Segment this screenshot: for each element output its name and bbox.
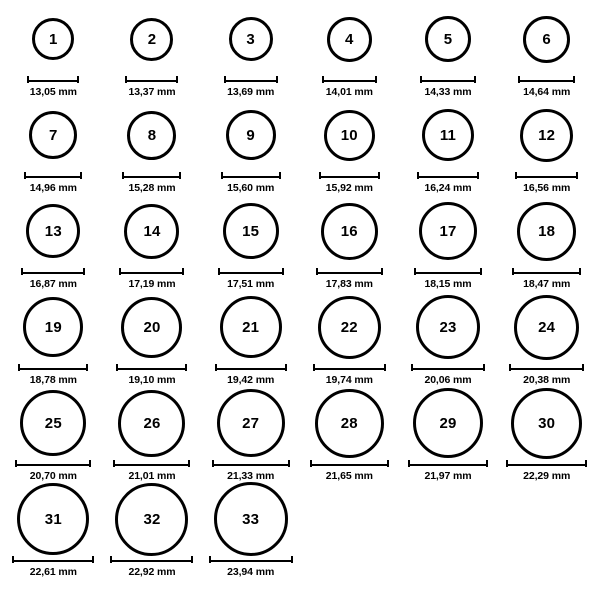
ring-diameter-label: 21,33 mm [227,470,275,482]
ring-circle-wrap [121,296,182,358]
diameter-measure-bar [322,75,377,84]
ring-size-label: 15 [242,222,260,240]
ring-circle-wrap [130,8,173,70]
ring-cell[interactable] [103,200,202,296]
ring-circle-wrap [223,200,279,262]
ring-cell[interactable] [201,8,300,104]
ring-circle [32,18,74,60]
measure-line [24,172,82,179]
ring-size-label: 6 [542,30,551,48]
diameter-measure-bar [414,267,482,276]
ring-size-label: 16 [340,222,358,240]
measure-line [215,364,287,371]
ring-cell[interactable] [300,392,399,488]
ring-size-label: 11 [439,126,457,144]
ring-size-label: 13 [44,222,62,240]
ring-circle [422,109,474,161]
diameter-measure-bar [512,267,581,276]
ring-circle-wrap [115,488,188,550]
ring-diameter-label: 16,24 mm [424,182,472,194]
ring-diameter-label: 18,78 mm [29,374,77,386]
measure-line [125,76,178,83]
ring-circle-wrap [416,296,480,358]
ring-circle [115,483,188,556]
ring-size-label: 24 [538,318,556,336]
ring-diameter-label: 17,51 mm [227,278,275,290]
ring-size-label: 33 [242,510,260,528]
ring-diameter-label: 17,19 mm [128,278,176,290]
ring-diameter-label: 22,92 mm [128,566,176,578]
ring-circle-wrap [419,200,477,262]
ring-size-label: 12 [538,126,556,144]
ring-circle-wrap [327,8,372,70]
diameter-measure-bar [408,459,488,468]
ring-circle [26,204,80,258]
measure-line [512,268,581,275]
ring-diameter-label: 16,87 mm [29,278,77,290]
ring-size-label: 9 [246,126,255,144]
ring-circle [130,18,173,61]
diameter-measure-bar [417,171,479,180]
ring-size-label: 27 [242,414,260,432]
diameter-measure-bar [125,75,178,84]
ring-circle [425,16,471,62]
ring-diameter-label: 23,94 mm [227,566,275,578]
ring-diameter-label: 19,10 mm [128,374,176,386]
ring-circle [511,388,582,459]
ring-circle-wrap [321,200,378,262]
measure-line [224,76,278,83]
measure-line [221,172,281,179]
measure-line [518,76,575,83]
diameter-measure-bar [310,459,389,468]
diameter-measure-bar [420,75,476,84]
measure-line [411,364,485,371]
diameter-measure-bar [12,555,94,564]
ring-cell[interactable] [497,8,596,104]
measure-line [212,460,290,467]
ring-cell[interactable] [399,296,498,392]
diameter-measure-bar [212,459,290,468]
ring-size-label: 8 [147,126,157,144]
ring-circle [17,483,89,555]
ring-circle-wrap [217,392,285,454]
ring-cell[interactable] [497,104,596,200]
diameter-measure-bar [18,363,88,372]
ring-cell[interactable] [399,392,498,488]
ring-circle-wrap [127,104,176,166]
diameter-measure-bar [122,171,181,180]
ring-diameter-label: 17,83 mm [325,278,373,290]
measure-line [420,76,476,83]
ring-size-label: 10 [340,126,358,144]
ring-size-label: 29 [439,414,457,432]
ring-diameter-label: 20,06 mm [424,374,472,386]
ring-size-label: 5 [443,30,453,48]
diameter-measure-bar [116,363,187,372]
ring-size-label: 25 [44,414,62,432]
ring-circle [226,110,276,160]
ring-circle [127,111,176,160]
diameter-measure-bar [224,75,278,84]
ring-diameter-label: 22,29 mm [523,470,571,482]
diameter-measure-bar [15,459,91,468]
diameter-measure-bar [113,459,190,468]
ring-circle [419,202,477,260]
ring-circle-wrap [511,392,582,454]
ring-circle [321,203,378,260]
ring-cell[interactable] [4,200,103,296]
ring-circle-wrap [523,8,570,70]
ring-circle-wrap [29,104,77,166]
ring-circle [416,295,480,359]
ring-size-label: 18 [538,222,556,240]
ring-circle [20,390,86,456]
diameter-measure-bar [319,171,380,180]
ring-cell[interactable] [201,488,300,584]
ring-diameter-label: 21,65 mm [325,470,373,482]
measure-line [322,76,377,83]
ring-diameter-label: 13,05 mm [29,86,77,98]
diameter-measure-bar [506,459,587,468]
ring-cell[interactable] [497,200,596,296]
ring-size-label: 1 [49,30,58,48]
measure-line [15,460,91,467]
ring-cell[interactable] [399,200,498,296]
ring-circle-wrap [520,104,573,166]
diameter-measure-bar [24,171,82,180]
measure-line [116,364,187,371]
ring-circle-wrap [413,392,483,454]
ring-size-label: 22 [340,318,358,336]
ring-diameter-label: 14,01 mm [325,86,373,98]
ring-circle [29,111,77,159]
ring-size-label: 19 [44,318,62,336]
diameter-measure-bar [27,75,79,84]
ring-circle-wrap [124,200,179,262]
ring-circle-wrap [20,392,86,454]
ring-circle-wrap [514,296,579,358]
ring-size-label: 17 [439,222,457,240]
ring-size-label: 20 [143,318,161,336]
diameter-measure-bar [509,363,584,372]
ring-cell[interactable] [103,296,202,392]
ring-circle [118,390,185,457]
ring-diameter-label: 13,37 mm [128,86,176,98]
measure-line [119,268,184,275]
ring-circle [514,295,579,360]
ring-circle-wrap [226,104,276,166]
measure-line [313,364,386,371]
measure-line [12,556,94,563]
ring-cell[interactable] [201,392,300,488]
ring-size-label: 2 [147,30,157,48]
measure-line [506,460,587,467]
ring-size-label: 28 [340,414,358,432]
ring-diameter-label: 19,42 mm [227,374,275,386]
ring-circle [413,388,483,458]
measure-line [218,268,284,275]
ring-diameter-label: 15,28 mm [128,182,176,194]
ring-circle [520,109,573,162]
diameter-measure-bar [221,171,281,180]
ring-cell[interactable] [103,488,202,584]
ring-cell[interactable] [4,8,103,104]
measure-line [509,364,584,371]
ring-circle-wrap [32,8,74,70]
ring-size-label: 30 [538,414,556,432]
ring-size-label: 21 [242,318,260,336]
ring-diameter-label: 22,61 mm [29,566,77,578]
measure-line [18,364,88,371]
measure-line [113,460,190,467]
ring-diameter-label: 21,01 mm [128,470,176,482]
ring-size-label: 4 [345,30,354,48]
ring-diameter-label: 14,33 mm [424,86,472,98]
ring-size-label: 14 [143,222,161,240]
measure-line [417,172,479,179]
measure-line [110,556,193,563]
ring-circle [324,110,375,161]
diameter-measure-bar [209,555,293,564]
ring-circle [517,202,576,261]
ring-cell[interactable] [201,104,300,200]
ring-cell[interactable] [4,392,103,488]
ring-cell[interactable] [497,392,596,488]
measure-line [319,172,380,179]
measure-line [122,172,181,179]
ring-size-label: 23 [439,318,457,336]
ring-diameter-label: 21,97 mm [424,470,472,482]
ring-cell[interactable] [103,392,202,488]
ring-size-label: 26 [143,414,161,432]
ring-cell[interactable] [497,296,596,392]
ring-size-label: 32 [143,510,161,528]
ring-cell[interactable] [201,296,300,392]
measure-line [209,556,293,563]
ring-circle-wrap [220,296,282,358]
ring-cell[interactable] [4,488,103,584]
ring-circle-wrap [23,296,83,358]
ring-circle [217,389,285,457]
ring-size-label: 31 [44,510,62,528]
measure-line [27,76,79,83]
ring-diameter-label: 14,64 mm [523,86,571,98]
ring-diameter-label: 19,74 mm [325,374,373,386]
ring-diameter-label: 14,96 mm [29,182,77,194]
ring-circle-wrap [425,8,471,70]
ring-cell[interactable] [103,104,202,200]
ring-circle-wrap [315,392,384,454]
ring-circle-wrap [324,104,375,166]
ring-circle-wrap [17,488,89,550]
ring-diameter-label: 15,92 mm [325,182,373,194]
diameter-measure-bar [411,363,485,372]
ring-cell[interactable] [300,296,399,392]
ring-circle [523,16,570,63]
ring-circle-wrap [118,392,185,454]
ring-circle-wrap [422,104,474,166]
diameter-measure-bar [518,75,575,84]
measure-line [310,460,389,467]
ring-circle [318,296,381,359]
ring-circle [23,297,83,357]
measure-line [21,268,85,275]
diameter-measure-bar [110,555,193,564]
ring-cell[interactable] [300,8,399,104]
ring-circle-wrap [229,8,273,70]
ring-diameter-label: 15,60 mm [227,182,275,194]
ring-diameter-label: 18,47 mm [523,278,571,290]
ring-circle [121,297,182,358]
measure-line [515,172,578,179]
ring-cell[interactable] [300,104,399,200]
ring-diameter-label: 20,70 mm [29,470,77,482]
ring-cell[interactable] [4,104,103,200]
diameter-measure-bar [215,363,287,372]
diameter-measure-bar [21,267,85,276]
diameter-measure-bar [313,363,386,372]
ring-diameter-label: 13,69 mm [227,86,275,98]
ring-diameter-label: 16,56 mm [523,182,571,194]
ring-circle-wrap [517,200,576,262]
ring-diameter-label: 20,38 mm [523,374,571,386]
ring-circle [214,482,288,556]
measure-line [414,268,482,275]
ring-cell[interactable] [4,296,103,392]
ring-circle-wrap [26,200,80,262]
diameter-measure-bar [119,267,184,276]
ring-cell[interactable] [103,8,202,104]
ring-circle-wrap [318,296,381,358]
ring-circle [315,389,384,458]
ring-circle [229,17,273,61]
ring-grid [4,8,596,584]
ring-circle [223,203,279,259]
ring-circle [327,17,372,62]
ring-circle [124,204,179,259]
ring-size-label: 3 [246,30,255,48]
ring-size-label: 7 [49,126,58,144]
measure-line [408,460,488,467]
ring-circle-wrap [214,488,288,550]
ring-diameter-label: 18,15 mm [424,278,472,290]
ring-circle [220,296,282,358]
diameter-measure-bar [218,267,284,276]
ring-cell[interactable] [399,104,498,200]
diameter-measure-bar [316,267,383,276]
ring-cell[interactable] [300,200,399,296]
ring-cell[interactable] [201,200,300,296]
measure-line [316,268,383,275]
ring-cell[interactable] [399,8,498,104]
diameter-measure-bar [515,171,578,180]
